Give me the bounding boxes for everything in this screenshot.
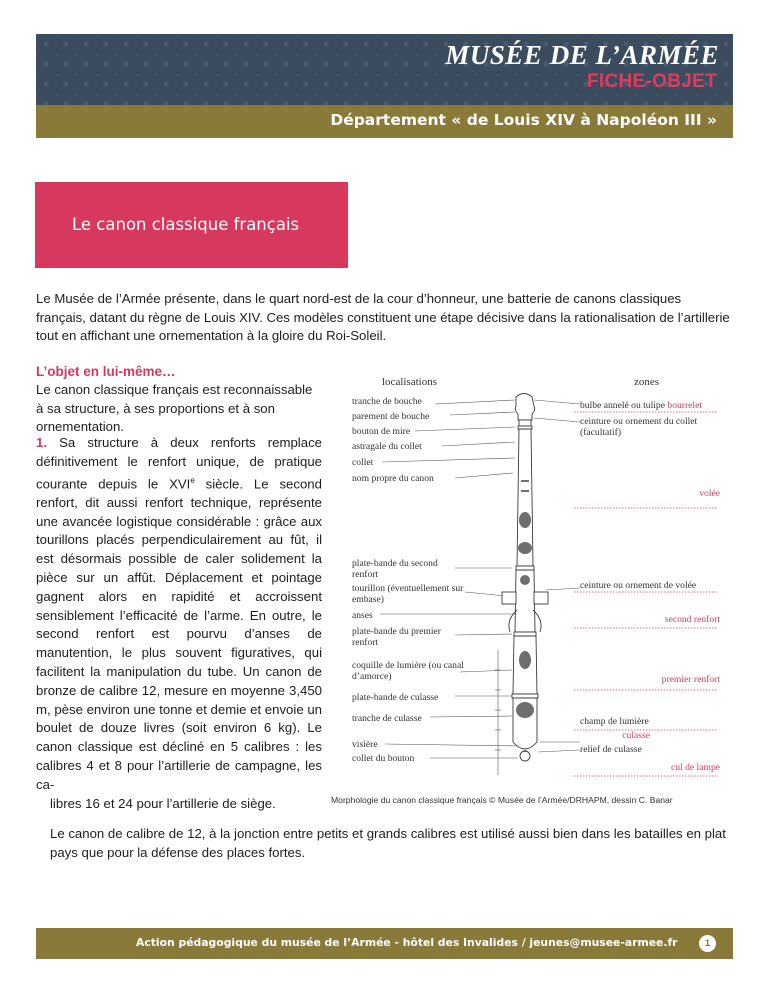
item-paragraph (36, 434, 322, 795)
label-tranche-de-bouche: tranche de bouche (352, 396, 422, 407)
zone-ceinture-collet: ceinture ou ornement du collet (facultatif) (580, 416, 698, 438)
label-collet: collet (352, 457, 374, 468)
final-paragraph: Le canon de calibre de 12, à la jonction entre petits et grands calibres est utilisé aussi bien dans les batailles en plat pays que pour la défense des places fortes. (50, 826, 726, 860)
label-tranche-de-culasse: tranche de culasse (352, 713, 422, 724)
label-parement-de-bouche: parement de bouche (352, 411, 430, 422)
label-coquille-de-lumiere: coquille de lumière (ou canal d’amorce) (352, 660, 464, 682)
zone-culasse: culasse (622, 730, 650, 741)
figure-header-left: localisations (382, 376, 437, 388)
item-number: 1. (36, 435, 47, 450)
page-title: Le canon classique français (72, 215, 300, 234)
zone-relief-de-culasse: relief de culasse (580, 744, 642, 755)
item-text-a: Sa structure à deux renforts remplace définitivement le renfort unique, de pratique courante depuis le XVI (36, 435, 322, 491)
item-superscript: e (190, 475, 195, 485)
item-text-b: siècle. Le second renfort, dit aussi renfort technique, représente une avancée logistique considérable : grâce aux tourillons placés perpendiculairement au fût, il est désormais possible de caler solidement la pièce sur un affût. Déplacement et pointage gagnent alors en rapidité et accroissent sensiblement l’efficacité de l’arme. En outre, le second renfort est pourvu d’anses de manutention, le plus souvent figuratives, qui facilitent la manipulation du tube. Un canon de bronze de calibre 12, mesure en moyenne 3,450 m, pèse environ une tonne et demie et envoie un boulet de douze livres (soit environ 6 kg). Le canon classique est décliné en 5 calibres : les calibres 4 et 8 pour l’artillerie de campagne, les ca- (36, 475, 322, 792)
label-astragale-du-collet: astragale du collet (352, 441, 422, 452)
label-plate-bande-second: plate-bande du second renfort (352, 558, 438, 580)
zone-bulbe (580, 400, 720, 411)
zone-ceinture-volee: ceinture ou ornement de volée (580, 580, 697, 591)
page-number: 1 (699, 935, 716, 952)
zone-second-renfort: second renfort (664, 614, 720, 625)
label-bouton-de-mire: bouton de mire (352, 426, 411, 437)
label-visiere: visière (352, 739, 378, 750)
label-plate-bande-culasse: plate-bande de culasse (352, 692, 439, 703)
label-collet-du-bouton: collet du bouton (352, 753, 415, 764)
zone-bourrelet: bourrelet (667, 400, 703, 411)
cannon-figure (330, 370, 734, 810)
label-anses: anses (352, 610, 373, 621)
fiche-objet-label: FICHE-OBJET (587, 71, 717, 92)
department-bar (36, 105, 733, 138)
figure-caption: Morphologie du canon classique français © Musée de l’Armée/DRHAPM, dessin C. Banar (331, 795, 673, 805)
label-tourillon: tourillon (éventuellement sur embase) (352, 583, 464, 605)
zone-champ-de-lumiere: champ de lumière (580, 716, 649, 727)
intro-paragraph: Le Musée de l’Armée présente, dans le quart nord-est de la cour d’honneur, une batterie de canons classiques français, datant du règne de Louis XIV. Ces modèles constituent une étape décisive dans la rationalisation de l’artillerie tout en affichant une ornementation à la gloire du Roi-Soleil. (36, 291, 730, 344)
item-tail: libres 16 et 24 pour l’artillerie de siège. (50, 796, 276, 811)
zone-bulbe-text: bulbe annelé ou tulipe (580, 400, 668, 411)
label-nom-propre: nom propre du canon (352, 473, 434, 484)
title-box (35, 182, 348, 268)
header-banner (36, 34, 733, 138)
zone-premier-renfort: premier renfort (661, 674, 720, 685)
zone-volee: volée (699, 488, 720, 499)
figure-header-right: zones (634, 376, 660, 388)
zone-cul-de-lampe: cul de lampe (670, 762, 720, 773)
section-heading: L’objet en lui-même… (36, 364, 176, 379)
label-plate-bande-premier: plate-bande du premier renfort (352, 626, 441, 648)
footer-bar (36, 928, 733, 959)
footer-text: Action pédagogique du musée de l’Armée - hôtel des Invalides / jeunes@musee-armee.fr (136, 936, 678, 949)
section-lede: Le canon classique français est reconnaissable à sa structure, à ses proportions et à son ornementation. (36, 382, 313, 435)
department-title: Département « de Louis XIV à Napoléon III » (330, 111, 717, 129)
museum-title: MUSÉE DE L’ARMÉE (445, 40, 719, 70)
